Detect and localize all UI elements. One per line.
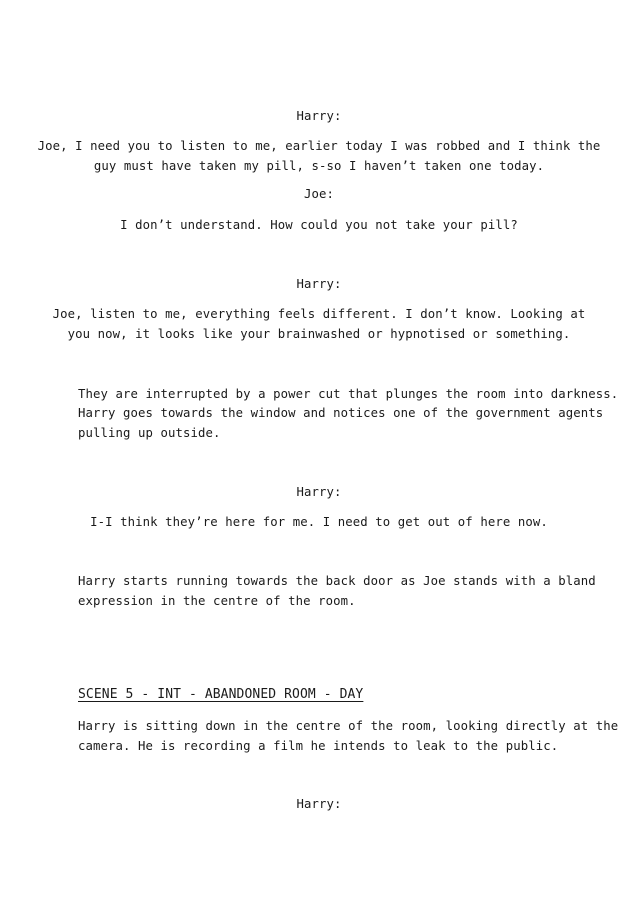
character-name: Harry: xyxy=(296,109,342,123)
action-line: Harry goes towards the window and notices one of the government agents xyxy=(78,406,604,420)
dialogue-line: I don’t understand. How could you not take your pill? xyxy=(120,218,518,232)
dialogue-line: guy must have taken my pill, s-so I haven’t taken one today. xyxy=(93,159,545,173)
character-name: Harry: xyxy=(296,277,342,291)
scene-heading: SCENE 5 - INT - ABANDONED ROOM - DAY xyxy=(78,687,364,702)
dialogue-line: you now, it looks like your brainwashed or hypnotised or something. xyxy=(67,327,571,341)
dialogue-line: Joe, I need you to listen to me, earlier today I was robbed and I think the xyxy=(37,139,601,153)
action-line: Harry is sitting down in the centre of the room, looking directly at the xyxy=(78,719,619,733)
action-line: They are interrupted by a power cut that plunges the room into darkness. xyxy=(78,387,619,401)
character-name: Harry: xyxy=(296,485,342,499)
action-line: Harry starts running towards the back door as Joe stands with a bland xyxy=(78,574,596,588)
dialogue-line: I-I think they’re here for me. I need to get out of here now. xyxy=(90,515,548,529)
character-name: Joe: xyxy=(303,187,334,201)
action-line: expression in the centre of the room. xyxy=(78,594,356,608)
dialogue-line: Joe, listen to me, everything feels different. I don’t know. Looking at xyxy=(52,307,586,321)
action-line: camera. He is recording a film he intends to leak to the public. xyxy=(78,739,559,753)
action-line: pulling up outside. xyxy=(78,426,221,440)
character-name: Harry: xyxy=(296,797,342,811)
